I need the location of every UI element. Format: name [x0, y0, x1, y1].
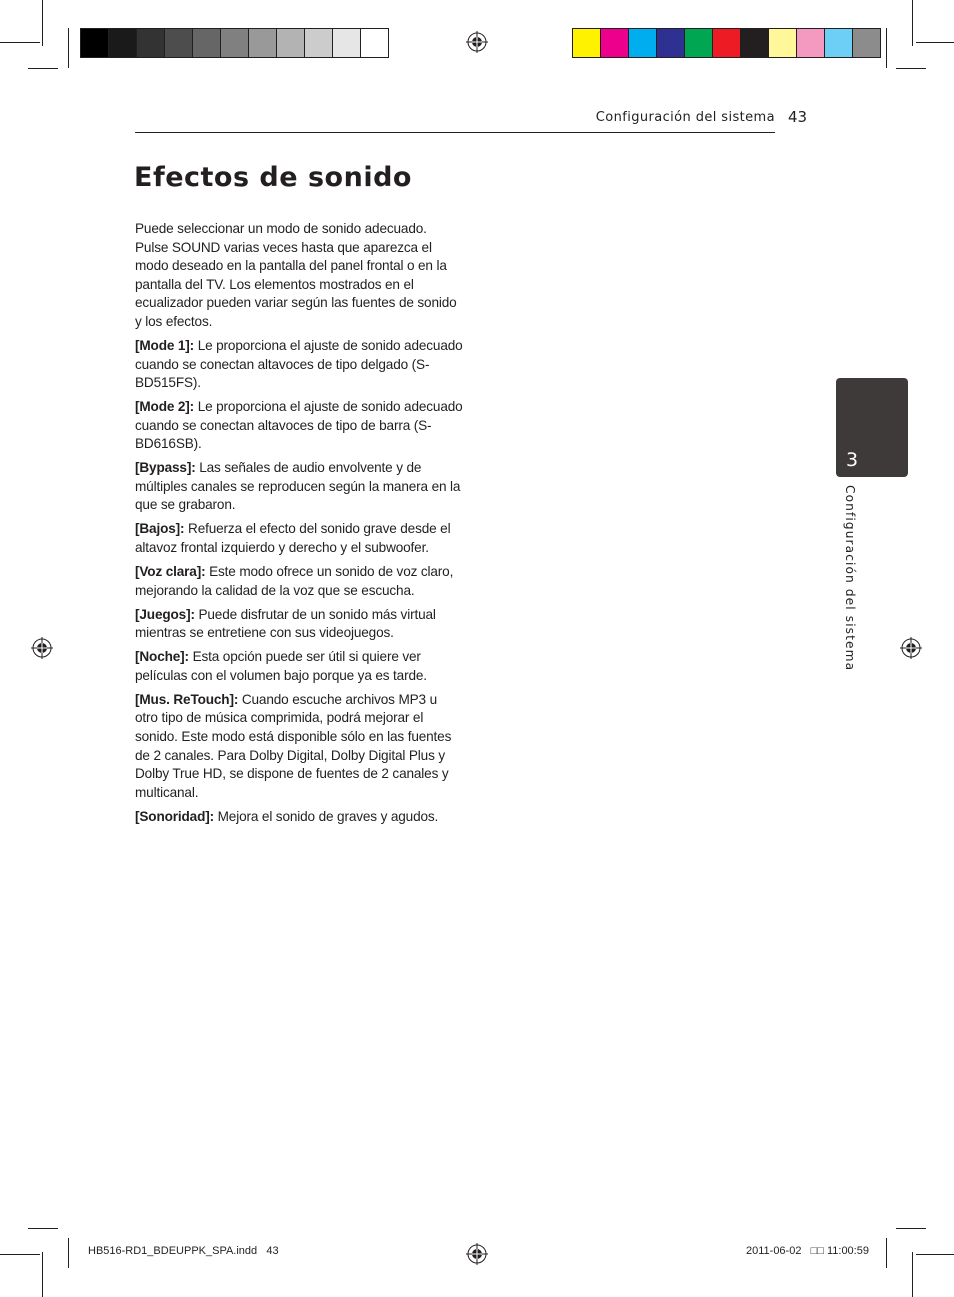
page-number: 43 [788, 108, 808, 126]
sound-mode-label: [Voz clara]: [135, 564, 206, 580]
color-swatch [629, 29, 657, 57]
grayscale-calibration-bar [80, 28, 389, 58]
sound-mode-label: [Sonoridad]: [135, 808, 214, 824]
intro-paragraph: Puede seleccionar un modo de sonido adecuado. Pulse SOUND varias veces hasta que aparezca el modo deseado en la pantalla del panel frontal o en la pantalla del TV. Los elementos mostrados en el ecualizador pueden variar según las fuentes de sonido y los efectos. [135, 221, 457, 329]
sound-mode-description: Puede disfrutar de un sonido más virtual mientras se entretiene con sus videojuegos. [135, 606, 436, 641]
sound-mode-label: [Mode 2]: [135, 399, 195, 415]
grayscale-swatch [305, 29, 333, 57]
color-calibration-bar [572, 28, 881, 58]
sound-mode-description: Las señales de audio envolvente y de múltiples canales se reproducen según la manera en la que se grabaron. [135, 460, 461, 513]
color-swatch [685, 29, 713, 57]
grayscale-swatch [333, 29, 361, 57]
sound-mode-item [135, 691, 463, 803]
sound-mode-description: Refuerza el efecto del sonido grave desde el altavoz frontal izquierdo y derecho y el subwoofer. [135, 521, 451, 556]
registration-target-icon [900, 637, 922, 659]
crop-mark [916, 1254, 954, 1255]
crop-mark [886, 28, 887, 68]
sound-mode-description: Esta opción puede ser útil si quiere ver películas con el volumen bajo porque ya es tarde. [135, 649, 427, 683]
sound-mode-item [135, 648, 463, 685]
sound-mode-item [135, 563, 463, 600]
grayscale-swatch [249, 29, 277, 57]
crop-mark [28, 1228, 58, 1229]
color-swatch [573, 29, 601, 57]
grayscale-swatch [137, 29, 165, 57]
running-header-title: Configuración del sistema [595, 110, 775, 125]
crop-mark [68, 28, 69, 68]
crop-mark [42, 0, 43, 46]
crop-mark [42, 1252, 43, 1297]
crop-mark [886, 1238, 887, 1268]
color-swatch [741, 29, 769, 57]
color-swatch [825, 29, 853, 57]
sound-mode-description: Le proporciona el ajuste de sonido adecuado cuando se conectan altavoces de tipo de barra (S-BD616SB). [135, 399, 463, 452]
page-title: Efectos de sonido [134, 162, 412, 193]
grayscale-swatch [165, 29, 193, 57]
grayscale-swatch [193, 29, 221, 57]
crop-mark [912, 0, 913, 46]
registration-target-icon [466, 1243, 488, 1265]
sound-mode-list [135, 337, 463, 826]
sound-mode-item [135, 337, 463, 393]
crop-mark [896, 1228, 926, 1229]
crop-mark [0, 42, 40, 43]
color-swatch [601, 29, 629, 57]
registration-target-icon [31, 637, 53, 659]
sound-mode-item [135, 808, 463, 827]
sound-mode-label: [Noche]: [135, 649, 189, 665]
chapter-side-label: Configuración del sistema [843, 485, 857, 672]
crop-mark [68, 1238, 69, 1268]
color-swatch [797, 29, 825, 57]
sound-mode-item [135, 606, 463, 643]
color-swatch [713, 29, 741, 57]
grayscale-swatch [221, 29, 249, 57]
sound-mode-description: Mejora el sonido de graves y agudos. [214, 808, 439, 824]
crop-mark [896, 68, 926, 69]
color-swatch [853, 29, 880, 57]
sound-mode-description: Este modo ofrece un sonido de voz claro, mejorando la calidad de la voz que se escucha. [135, 564, 454, 598]
sound-mode-label: [Mus. ReTouch]: [135, 691, 239, 707]
sound-mode-description: Cuando escuche archivos MP3 u otro tipo de música comprimida, podrá mejorar el sonido. Este modo está disponible sólo en las fuentes de 2 canales. Para Dolby Digital, Dolby Digital Plus y Dolby True HD, se dispone de fuentes de 2 canales y multicanal. [135, 691, 452, 800]
crop-mark [912, 1252, 913, 1297]
crop-mark [28, 68, 58, 69]
header-divider [135, 132, 775, 133]
crop-mark [916, 42, 954, 43]
chapter-number: 3 [846, 449, 859, 471]
sound-mode-item [135, 459, 463, 515]
slug-datetime: 2011-06-02 □□ 11:00:59 [746, 1245, 869, 1257]
sound-mode-description: Le proporciona el ajuste de sonido adecuado cuando se conectan altavoces de tipo delgado (S-BD515FS). [135, 337, 463, 391]
sound-mode-item [135, 520, 463, 557]
sound-mode-label: [Mode 1]: [135, 337, 195, 353]
body-text [135, 220, 463, 832]
registration-target-icon [466, 31, 488, 53]
crop-mark [0, 1254, 40, 1255]
color-swatch [657, 29, 685, 57]
sound-mode-item [135, 398, 463, 454]
sound-mode-label: [Bypass]: [135, 460, 196, 476]
slug-file-name: HB516-RD1_BDEUPPK_SPA.indd 43 [88, 1245, 279, 1257]
grayscale-swatch [109, 29, 137, 57]
grayscale-swatch [277, 29, 305, 57]
grayscale-swatch [361, 29, 388, 57]
sound-mode-label: [Bajos]: [135, 521, 185, 537]
sound-mode-label: [Juegos]: [135, 606, 195, 622]
grayscale-swatch [81, 29, 109, 57]
color-swatch [769, 29, 797, 57]
